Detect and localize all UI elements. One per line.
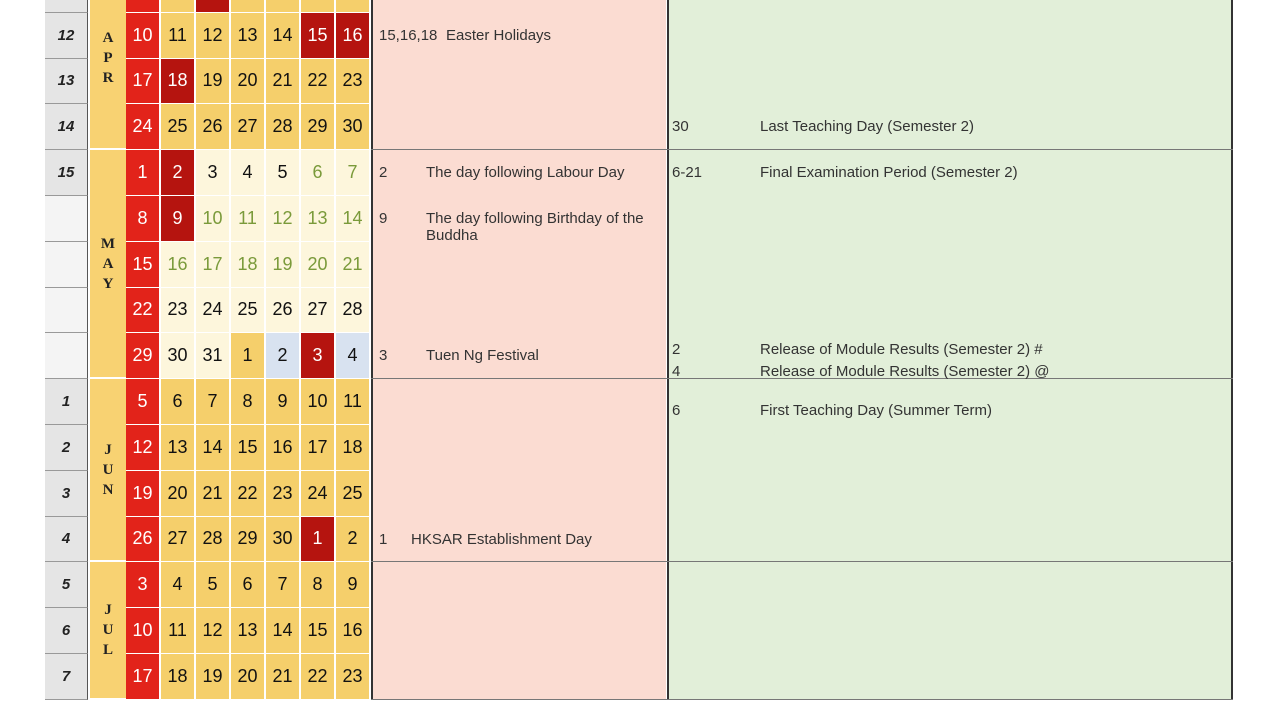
day-cell[interactable]: 1 [301,517,335,563]
day-cell[interactable]: 13 [161,425,195,471]
day-cell[interactable]: 2 [266,333,300,379]
day-cell[interactable]: 10 [126,13,160,59]
day-cell[interactable] [161,0,195,13]
academic-date: 30 [672,118,689,136]
week-number [45,333,88,379]
holiday-name: The day following Labour Day [426,164,625,182]
day-cell[interactable]: 26 [126,517,160,563]
month-label-jun [90,379,126,560]
holiday-date: 3 [379,347,388,365]
week-number [45,196,88,242]
day-cell[interactable]: 26 [266,288,300,334]
day-cell[interactable]: 5 [126,379,160,425]
day-cell[interactable]: 20 [231,59,265,105]
day-cell[interactable]: 25 [231,288,265,334]
day-cell[interactable]: 8 [231,379,265,425]
day-cell[interactable]: 12 [266,196,300,242]
day-cell[interactable]: 27 [301,288,335,334]
day-cell[interactable]: 16 [161,242,195,288]
day-cell[interactable]: 7 [336,150,370,196]
day-cell[interactable]: 30 [336,104,370,150]
academic-date: 2 [672,341,681,359]
day-cell[interactable]: 31 [196,333,230,379]
day-cell[interactable]: 19 [126,471,160,517]
holiday-name: The day following Birthday of the Buddha [426,210,644,244]
week-number [45,242,88,288]
day-cell[interactable]: 2 [336,517,370,563]
day-cell[interactable]: 21 [266,654,300,700]
day-cell[interactable]: 8 [301,562,335,608]
holiday-date: 1 [379,530,388,548]
day-cell[interactable]: 23 [266,471,300,517]
day-cell[interactable]: 17 [196,242,230,288]
academic-date: 6 [672,402,681,420]
academic-date: 6-21 [672,164,703,182]
holiday-name: Tuen Ng Festival [426,347,539,365]
day-cell[interactable]: 4 [231,150,265,196]
day-cell[interactable]: 28 [196,517,230,563]
day-cell[interactable]: 15 [126,242,160,288]
month-divider [371,149,1233,150]
day-cell[interactable]: 19 [196,654,230,700]
day-cell[interactable]: 28 [266,104,300,150]
academic-date: 4 [672,363,681,381]
holiday-date: 2 [379,164,388,182]
day-cell[interactable]: 18 [161,59,195,105]
day-cell[interactable]: 4 [336,333,370,379]
week-number: 4 [45,517,88,563]
holiday-date: 15,16,18 [379,26,438,44]
day-cell[interactable]: 18 [336,425,370,471]
day-cell[interactable]: 29 [126,333,160,379]
academic-event-name: Release of Module Results (Semester 2) # [760,341,1043,359]
day-cell[interactable]: 20 [231,654,265,700]
holiday-name: Easter Holidays [446,26,552,44]
day-cell[interactable]: 23 [161,288,195,334]
day-cell[interactable]: 30 [161,333,195,379]
day-cell[interactable]: 9 [266,379,300,425]
month-text: JUN [102,441,114,498]
week-number [45,288,88,334]
day-cell[interactable]: 16 [336,608,370,654]
day-cell[interactable]: 24 [301,471,335,517]
day-cell[interactable]: 11 [161,608,195,654]
day-cell[interactable]: 29 [301,104,335,150]
week-number: 12 [45,13,88,59]
day-cell[interactable]: 25 [336,471,370,517]
week-number: 5 [45,562,88,608]
day-cell[interactable]: 24 [126,104,160,150]
day-cell[interactable]: 26 [196,104,230,150]
day-cell[interactable]: 11 [231,196,265,242]
day-cell[interactable]: 7 [266,562,300,608]
day-cell[interactable] [301,0,335,13]
day-cell[interactable]: 13 [231,608,265,654]
month-text: MAY [100,235,116,292]
week-number: 7 [45,654,88,700]
day-cell[interactable]: 22 [301,59,335,105]
day-cell[interactable]: 30 [266,517,300,563]
day-cell[interactable]: 4 [161,562,195,608]
day-cell[interactable]: 15 [301,608,335,654]
day-cell[interactable]: 22 [231,471,265,517]
academic-event-name: Final Examination Period (Semester 2) [760,164,1018,182]
day-cell[interactable]: 22 [126,288,160,334]
day-cell[interactable]: 25 [161,104,195,150]
day-cell[interactable]: 19 [266,242,300,288]
day-cell[interactable]: 27 [231,104,265,150]
day-cell[interactable]: 13 [231,13,265,59]
day-cell[interactable]: 6 [301,150,335,196]
day-cell[interactable]: 11 [336,379,370,425]
day-cell[interactable]: 21 [196,471,230,517]
day-cell[interactable]: 10 [196,196,230,242]
day-cell[interactable]: 18 [231,242,265,288]
day-cell[interactable]: 9 [336,562,370,608]
week-number: 14 [45,104,88,150]
day-cell[interactable]: 20 [301,242,335,288]
day-cell[interactable]: 18 [161,654,195,700]
day-cell[interactable]: 1 [231,333,265,379]
day-cell[interactable]: 27 [161,517,195,563]
day-cell[interactable]: 12 [126,425,160,471]
day-cell[interactable] [336,0,370,13]
holiday-date: 9 [379,210,388,227]
day-cell[interactable]: 14 [266,13,300,59]
day-cell[interactable]: 23 [336,654,370,700]
day-cell[interactable]: 6 [161,379,195,425]
day-cell[interactable]: 14 [266,608,300,654]
day-cell[interactable]: 1 [126,150,160,196]
day-cell[interactable]: 13 [301,196,335,242]
day-cell[interactable]: 3 [301,333,335,379]
month-label-jul [90,562,126,697]
day-cell[interactable]: 5 [196,562,230,608]
month-label-apr [90,0,126,148]
day-cell[interactable]: 6 [231,562,265,608]
day-cell[interactable]: 8 [126,196,160,242]
day-cell[interactable]: 15 [301,13,335,59]
day-cell[interactable]: 3 [196,150,230,196]
week-number: 1 [45,379,88,425]
month-label-may [90,150,126,377]
day-cell[interactable]: 16 [266,425,300,471]
day-cell[interactable]: 19 [196,59,230,105]
week-number: 13 [45,59,88,105]
day-cell[interactable]: 12 [196,608,230,654]
day-cell[interactable]: 7 [196,379,230,425]
day-cell[interactable]: 11 [161,13,195,59]
day-cell[interactable]: 23 [336,59,370,105]
academic-event-name: Last Teaching Day (Semester 2) [760,118,974,136]
day-cell[interactable]: 5 [266,150,300,196]
day-cell[interactable]: 28 [336,288,370,334]
day-cell[interactable] [196,0,230,13]
day-cell[interactable] [126,0,160,13]
week-number: 15 [45,150,88,196]
day-cell[interactable]: 24 [196,288,230,334]
day-cell[interactable]: 16 [336,13,370,59]
day-cell[interactable]: 3 [126,562,160,608]
month-text: JUL [102,602,114,659]
day-cell[interactable]: 14 [196,425,230,471]
day-cell[interactable]: 14 [336,196,370,242]
day-cell[interactable]: 21 [336,242,370,288]
day-cell[interactable]: 17 [126,654,160,700]
academic-event-name: First Teaching Day (Summer Term) [760,402,993,420]
week-number [45,0,88,13]
week-number: 3 [45,471,88,517]
day-cell[interactable]: 2 [161,150,195,196]
day-cell[interactable]: 17 [301,425,335,471]
day-cell[interactable]: 12 [196,13,230,59]
academic-event-name: Release of Module Results (Semester 2) @ [760,363,1050,381]
day-cell[interactable]: 17 [126,59,160,105]
day-cell[interactable]: 10 [301,379,335,425]
week-number: 2 [45,425,88,471]
month-divider [371,561,1233,562]
day-cell[interactable]: 22 [301,654,335,700]
day-cell[interactable] [231,0,265,13]
day-cell[interactable]: 20 [161,471,195,517]
month-text: APR [102,29,114,86]
day-cell[interactable] [266,0,300,13]
holiday-name: HKSAR Establishment Day [411,530,592,548]
day-cell[interactable]: 9 [161,196,195,242]
day-cell[interactable]: 10 [126,608,160,654]
week-number: 6 [45,608,88,654]
day-cell[interactable]: 15 [231,425,265,471]
day-cell[interactable]: 21 [266,59,300,105]
day-cell[interactable]: 29 [231,517,265,563]
month-divider [371,699,1233,700]
